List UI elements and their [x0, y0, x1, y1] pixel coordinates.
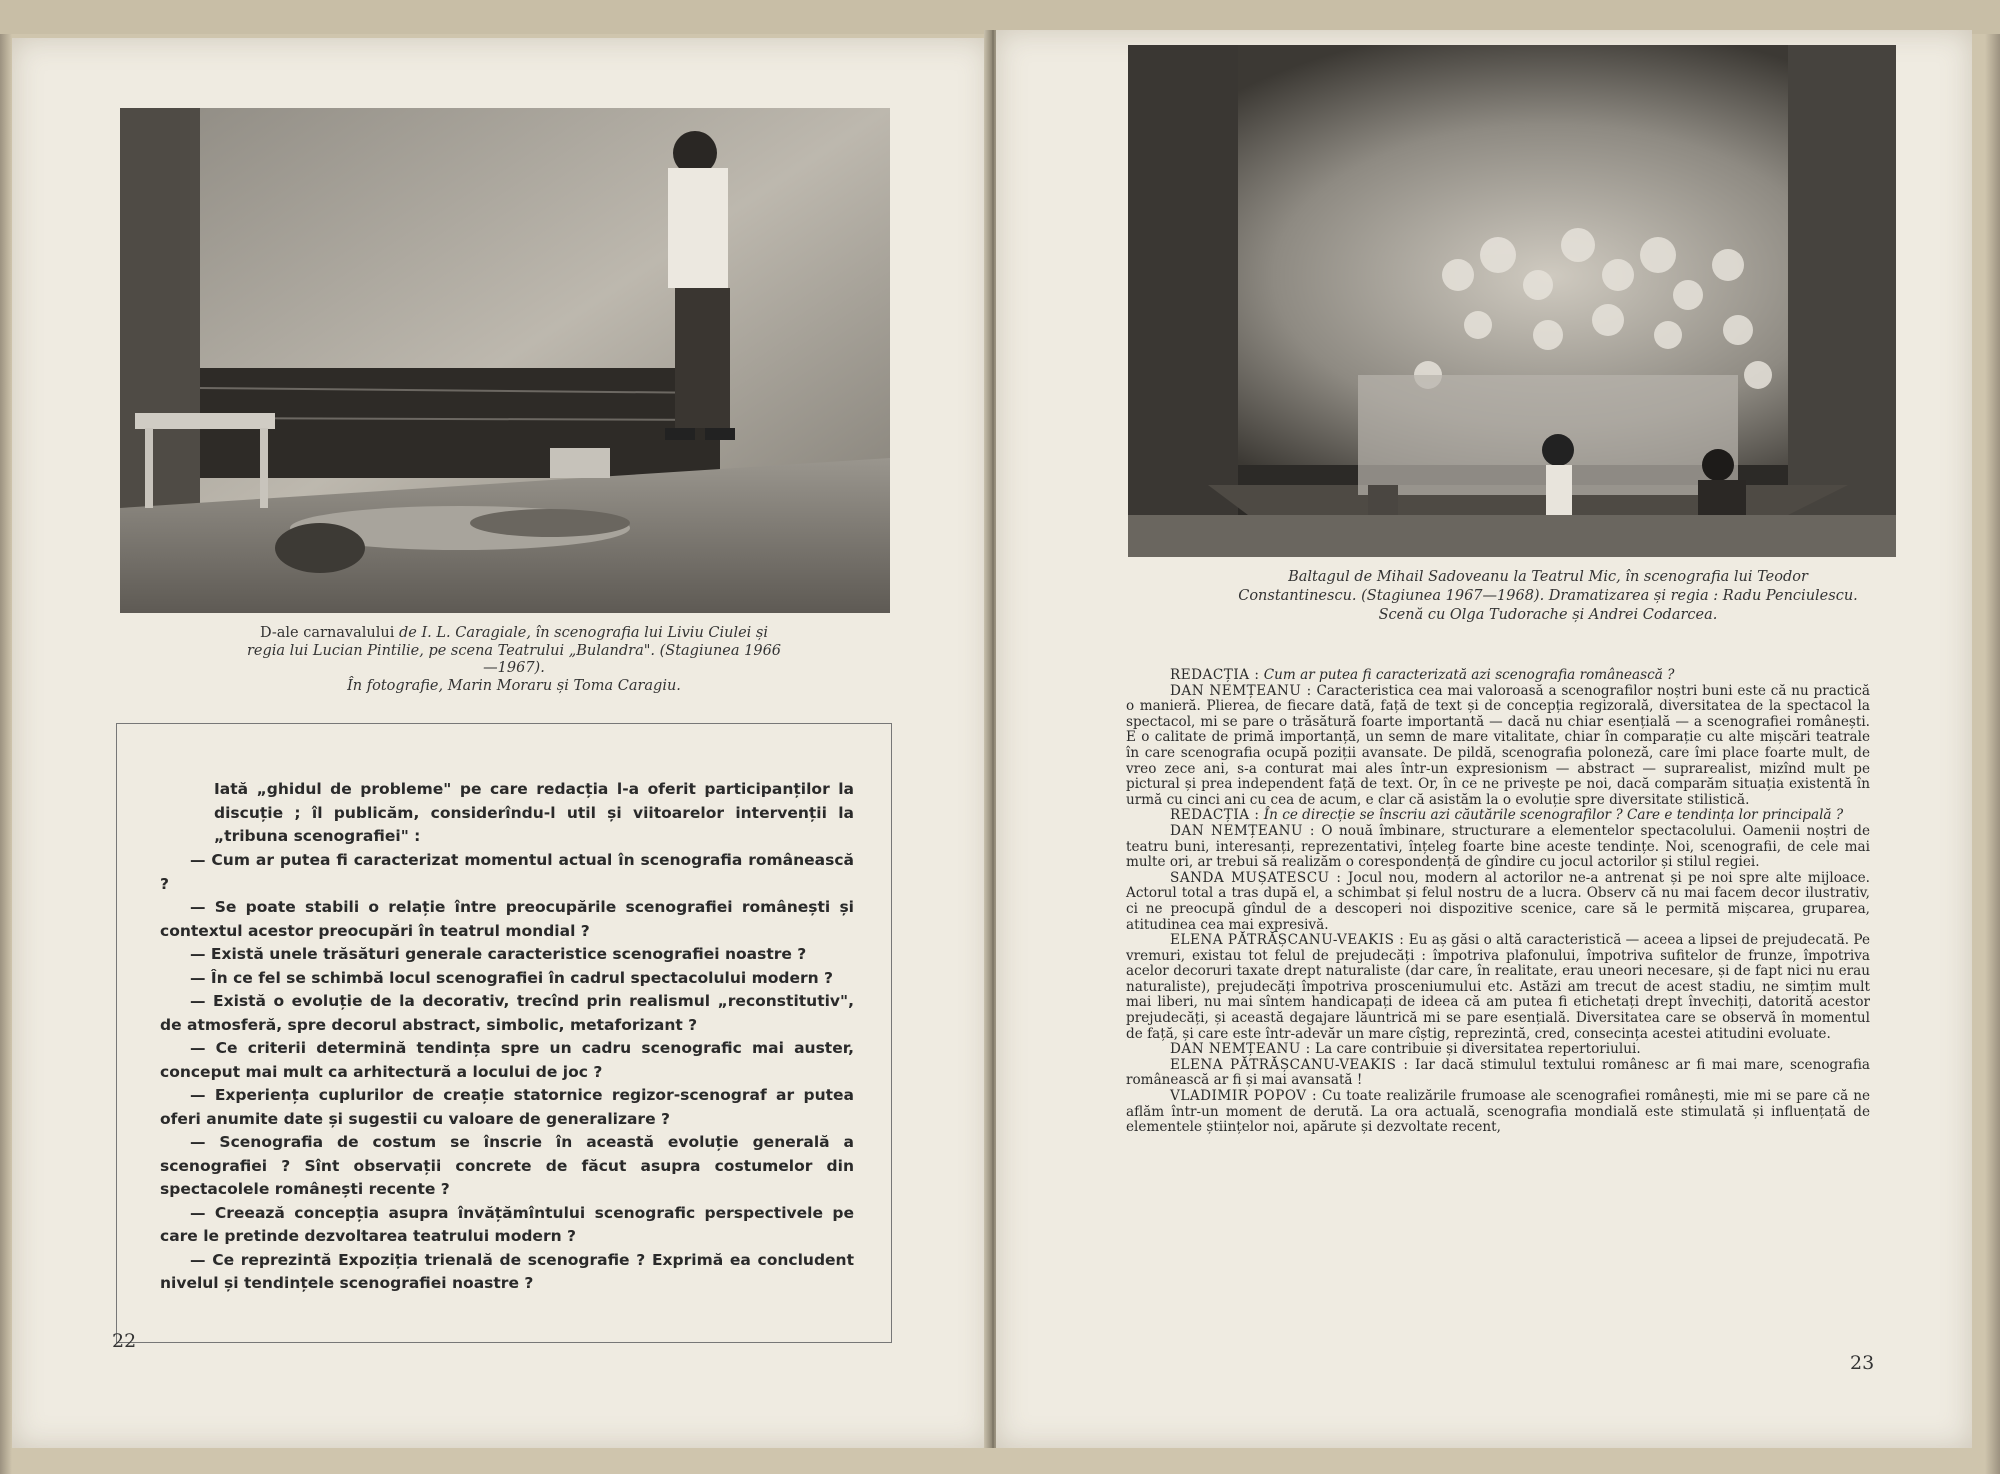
paragraph: DAN NEMȚEANU : La care contribuie și diversitatea repertoriului.	[1170, 1041, 1641, 1058]
paragraph: ELENA PĂTRĂȘCANU-VEAKIS : Eu aș găsi o altă caracteristică — aceea a lipsei de prejudecată. Pe vremuri, existau tot felul de prejudecăți : împotriva plafonului, împotriva sufitelor de frunze, împotriva acelor decoruri taxate drept naturaliste (dar care, în realitate, erau uneori necesare, și de fapt nici nu erau naturaliste), prejudecăți împotriva prosceniumului etc. Astăzi am trecut de acest stadiu, ne simțim mult mai liberi, nu mai sîntem handicapați de ideea că am putea fi etichetați drept învechiți, datorită acestor prejudecăți, și această degajare lăuntrică mi se pare esențială. Diversitatea care se observă în momentul de față, și care este într-adevăr un mare cîștig, reprezintă, cred, consecința acestei atitudini evoluate.	[1126, 932, 1870, 1042]
speaker: ELENA PĂTRĂȘCANU-VEAKIS :	[1170, 1056, 1409, 1073]
question-item: — Există unele trăsături generale caracteristice scenografiei noastre ?	[190, 945, 807, 963]
question-item: — Cum ar putea fi caracterizat momentul actual în scenografia românească ?	[160, 851, 854, 893]
speaker: DAN NEMȚEANU :	[1170, 682, 1312, 699]
questions-list	[160, 849, 854, 1296]
paragraph: REDACȚIA : Cum ar putea fi caracterizată azi scenografia românească ?	[1170, 667, 1675, 683]
discussion-text	[1126, 668, 1870, 1136]
paragraph: REDACȚIA : În ce direcție se înscriu azi căutările scenografilor ? Care e tendința lor principală ?	[1170, 807, 1844, 824]
left-page	[12, 38, 990, 1448]
speaker: VLADIMIR POPOV :	[1170, 1088, 1318, 1105]
questions-list-wrap	[160, 849, 854, 1296]
question-item: — În ce fel se schimbă locul scenografiei în cadrul spectacolului modern ?	[190, 968, 834, 987]
question-item: — Se poate stabili o relație între preocupările scenografiei românești și contextul acestor preocupări în teatrul mondial ?	[160, 898, 854, 940]
speaker: ELENA PĂTRĂȘCANU-VEAKIS :	[1170, 932, 1405, 949]
book-top-edge	[0, 0, 2000, 34]
question-item: — Ce reprezintă Expoziția trienală de scenografie ? Exprimă ea concludent nivelul și tendințele scenografiei noastre ?	[160, 1250, 854, 1292]
speaker: DAN NEMȚEANU :	[1170, 1041, 1311, 1058]
stage-photo-carnaval	[120, 108, 890, 613]
stage-photo-baltagul	[1128, 45, 1896, 557]
page-number-left: 22	[112, 1330, 137, 1352]
photo-caption-carnaval	[244, 625, 784, 695]
speaker: REDACȚIA :	[1170, 667, 1260, 683]
question-item: — Ce criterii determină tendința spre un cadru scenografic mai auster, conceput mai mult ca arhitectură a locului de joc ?	[160, 1039, 854, 1081]
question-item: — Există o evoluție de la decorativ, trecînd prin realismul „reconstitutiv", de atmosferă, spre decorul abstract, simbolic, metaforizant ?	[160, 992, 854, 1034]
caption-photo-credits: În fotografie, Marin Moraru și Toma Caragiu.	[347, 677, 681, 694]
question-item: — Experiența cuplurilor de creație statornice regizor-scenograf ar putea oferi anumite date și sugestii cu valoare de generalizare ?	[160, 1086, 854, 1128]
caption-text: de I. L. Caragiale, în scenografia lui Liviu Ciulei și regia lui Lucian Pintilie, pe scena Teatrului „Bulandra". (Stagiunea 1966—1967).	[246, 625, 782, 676]
right-page	[996, 30, 1972, 1448]
paragraph: ELENA PĂTRĂȘCANU-VEAKIS : Iar dacă stimulul textului românesc ar fi mai mare, scenografia românească ar fi și mai avansată !	[1126, 1056, 1870, 1089]
question-item: — Creează concepția asupra învățămîntului scenografic perspectivele pe care le pretinde dezvoltarea teatrului modern ?	[160, 1203, 854, 1245]
speaker: DAN NEMȚEANU :	[1170, 822, 1315, 839]
paragraph: VLADIMIR POPOV : Cu toate realizările frumoase ale scenografiei românești, mie mi se pare că ne aflăm într-un moment de derută. La ora actuală, scenografia mondială este stimulată și influențată de elementele științelor noi, apărute și dezvoltate recent,	[1126, 1088, 1870, 1136]
page-number-right: 23	[1850, 1352, 1875, 1374]
photo-caption-baltagul	[1228, 568, 1868, 625]
paragraph: DAN NEMȚEANU : O nouă îmbinare, structurare a elementelor spectacolului. Oamenii noștri de teatru buni, interesanți, reprezentativi, înțeleg foarte bine aceste tendințe. Noi, scenografii, de cele mai multe ori, ar trebui să realizăm o corespondență de gîndire cu jocul actorilor și stilul regiei.	[1126, 822, 1871, 871]
questions-guide	[214, 778, 854, 849]
speaker: SANDA MUȘATESCU :	[1170, 869, 1342, 886]
questions-intro: Iată „ghidul de probleme" pe care redacția l-a oferit participanților la discuție ; îl publicăm, considerîndu-l util și viitoarelor intervenții la „tribuna scenografiei" :	[214, 780, 854, 845]
paragraph: DAN NEMȚEANU : Caracteristica cea mai valoroasă a scenografilor noștri buni este că nu practică o manieră. Plierea, de fiecare dată, față de text și de concepția regizorală, diversitatea de la spectacol la spectacol, mi se pare o trăsătură foarte importantă — dacă nu chiar esențială — a scenografiei românești. E o calitate de primă importanță, un semn de mare vitalitate, chiar în comparație cu alte mișcări teatrale în care scenografia ocupă poziții avansate. De pildă, scenografia poloneză, care îmi place foarte mult, de vreo zece ani, s-a conturat mai ales într-un expresionism — abstract — suprarealist, mizînd mult pe pictural și prea independent față de text. Or, în ce ne privește pe noi, dacă comparăm situația existentă în urmă cu cinci ani cu cea de acum, e clar că asistăm la o evoluție spre diversitate stilistică.	[1126, 682, 1870, 808]
caption-title: D-ale carnavalului	[259, 625, 395, 641]
question-item: — Scenografia de costum se înscrie în această evoluție generală a scenografiei ? Sînt observații concrete de făcut asupra costumelor din spectacolele românești recente ?	[160, 1133, 854, 1198]
caption-text: Baltagul de Mihail Sadoveanu la Teatrul Mic, în scenografia lui Teodor Constantinescu. (Stagiunea 1967—1968). Dramatizarea și regia : Radu Penciulescu. Scenă cu Olga Tudorache și Andrei Codarcea.	[1238, 569, 1858, 623]
paragraph: SANDA MUȘATESCU : Jocul nou, modern al actorilor ne-a antrenat și pe noi spre alte mijloace. Actorul total a tras după el, a schimbat și felul nostru de a lucra. Observ că nu mai facem decor ilustrativ, ci ne preocupă gîndul de a descoperi noi dispozitive scenice, care să le permită mișcarea, gruparea, atitudinea cea mai expresivă.	[1126, 869, 1870, 933]
speaker: REDACȚIA :	[1170, 807, 1260, 824]
